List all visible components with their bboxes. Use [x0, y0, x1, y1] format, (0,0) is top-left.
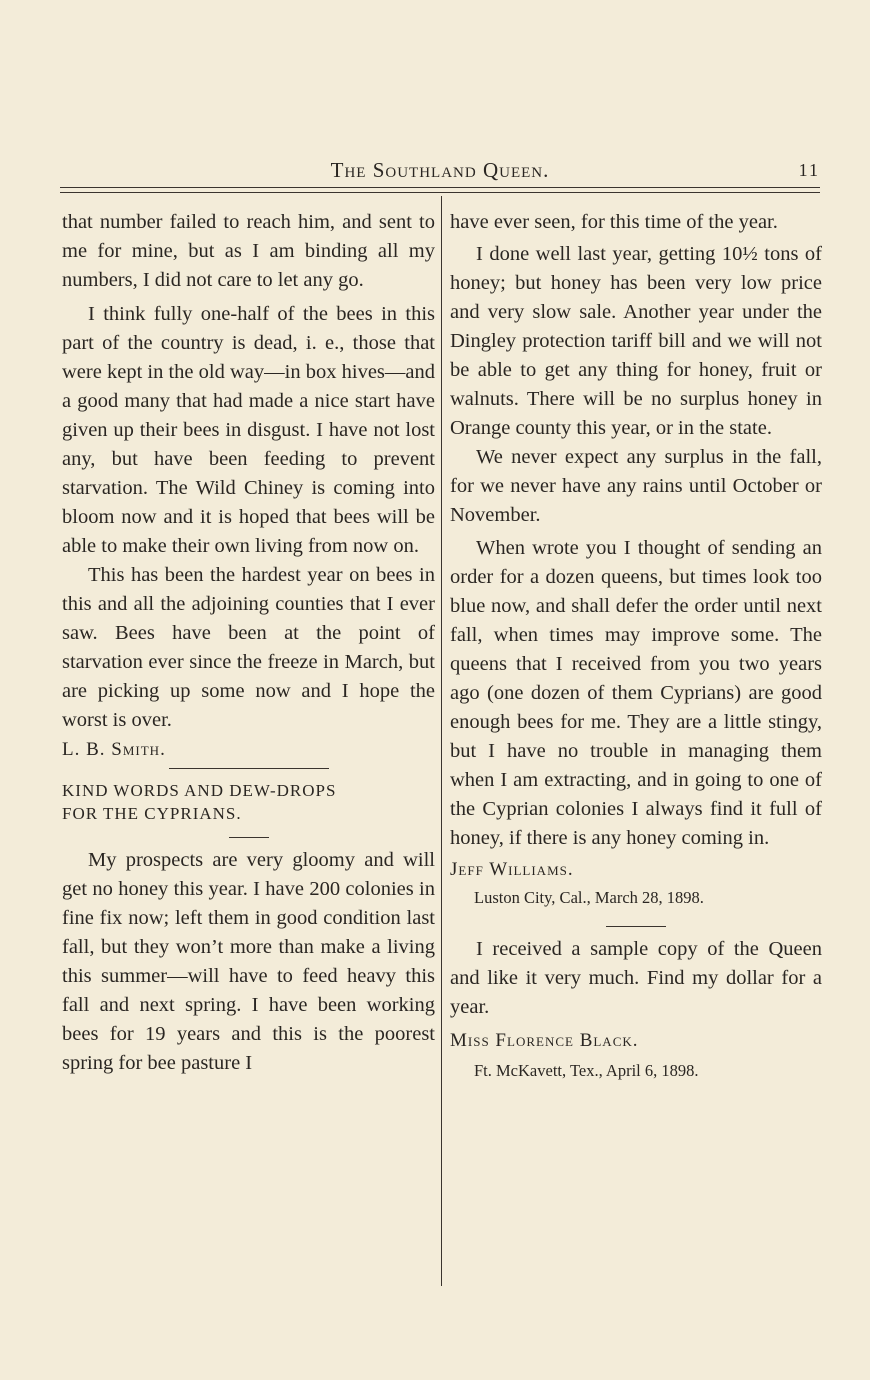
left-paragraph-3: This has been the hardest year on bees in this and all the adjoining counties that I ever saw. Bees have been at the point of starvation ever since the freeze in March, but are picking up some now and I hope the worst is over.	[62, 564, 435, 731]
right-paragraph-4: When wrote you I thought of sending an order for a dozen queens, but times look too blue now, and shall defer the order until next fall, when times may improve some. The queens that I received from you two years ago (one dozen of them Cyprians) are good enough bees for me. They are a little stingy, but I have no trouble in managing them when I am extracting, and in going to one of the Cyprian colonies I always find it full of honey, if there is any honey coming in.	[450, 537, 822, 849]
section-rule	[169, 768, 329, 769]
article-heading-line-1: KIND WORDS AND DEW-DROPS	[62, 781, 337, 800]
header-rule-bottom	[60, 192, 820, 193]
signature-williams: Jeff Williams.	[450, 859, 574, 880]
right-column	[450, 208, 822, 1085]
signature-black: Miss Florence Black.	[450, 1030, 639, 1051]
left-paragraph-1: that number failed to reach him, and sent to me for mine, but as I am binding all my numbers, I did not care to let any go.	[62, 211, 435, 291]
left-paragraph-4: My prospects are very gloomy and will get no honey this year. I have 200 colonies in fine fix now; left them in good condition last fall, but they won’t more than make a living this summer—will have to feed heavy this fall and next spring. I have been working bees for 19 years and this is the poorest spring for bee pasture I	[62, 849, 435, 1074]
running-header	[60, 158, 820, 186]
right-paragraph-1: have ever seen, for this time of the year.	[450, 211, 778, 233]
heading-rule	[229, 837, 269, 838]
page-number: 11	[798, 160, 820, 180]
running-title: The Southland Queen.	[330, 158, 550, 182]
signature-smith: L. B. Smith.	[62, 739, 166, 760]
column-divider	[441, 196, 442, 1286]
left-column	[62, 208, 435, 1078]
left-paragraph-2: I think fully one-half of the bees in this part of the country is dead, i. e., those that were kept in the old way—in box hives—and a good many that had made a nice start have given up their bees in disgust. I have not lost any, but have been feeding to prevent starvation. The Wild Chiney is coming into bloom now and it is hoped that bees will be able to make their own living from now on.	[62, 303, 435, 557]
place-date-williams: Luston City, Cal., March 28, 1898.	[474, 888, 704, 907]
letter-divider	[606, 926, 666, 927]
right-paragraph-3: We never expect any surplus in the fall, for we never have any rains until October or November.	[450, 446, 822, 526]
place-date-black: Ft. McKavett, Tex., April 6, 1898.	[474, 1061, 699, 1080]
right-paragraph-2: I done well last year, getting 10½ tons of honey; but honey has been very low price and very slow sale. Another year under the Dingley protection tariff bill and we will not be able to get any thing for honey, fruit or walnuts. There will be no surplus honey in Orange county this year, or in the state.	[450, 243, 822, 439]
article-heading-line-2: FOR THE CYPRIANS.	[62, 804, 242, 823]
header-rule-top	[60, 187, 820, 188]
right-paragraph-5: I received a sample copy of the Queen and like it very much. Find my dollar for a year.	[450, 938, 822, 1018]
